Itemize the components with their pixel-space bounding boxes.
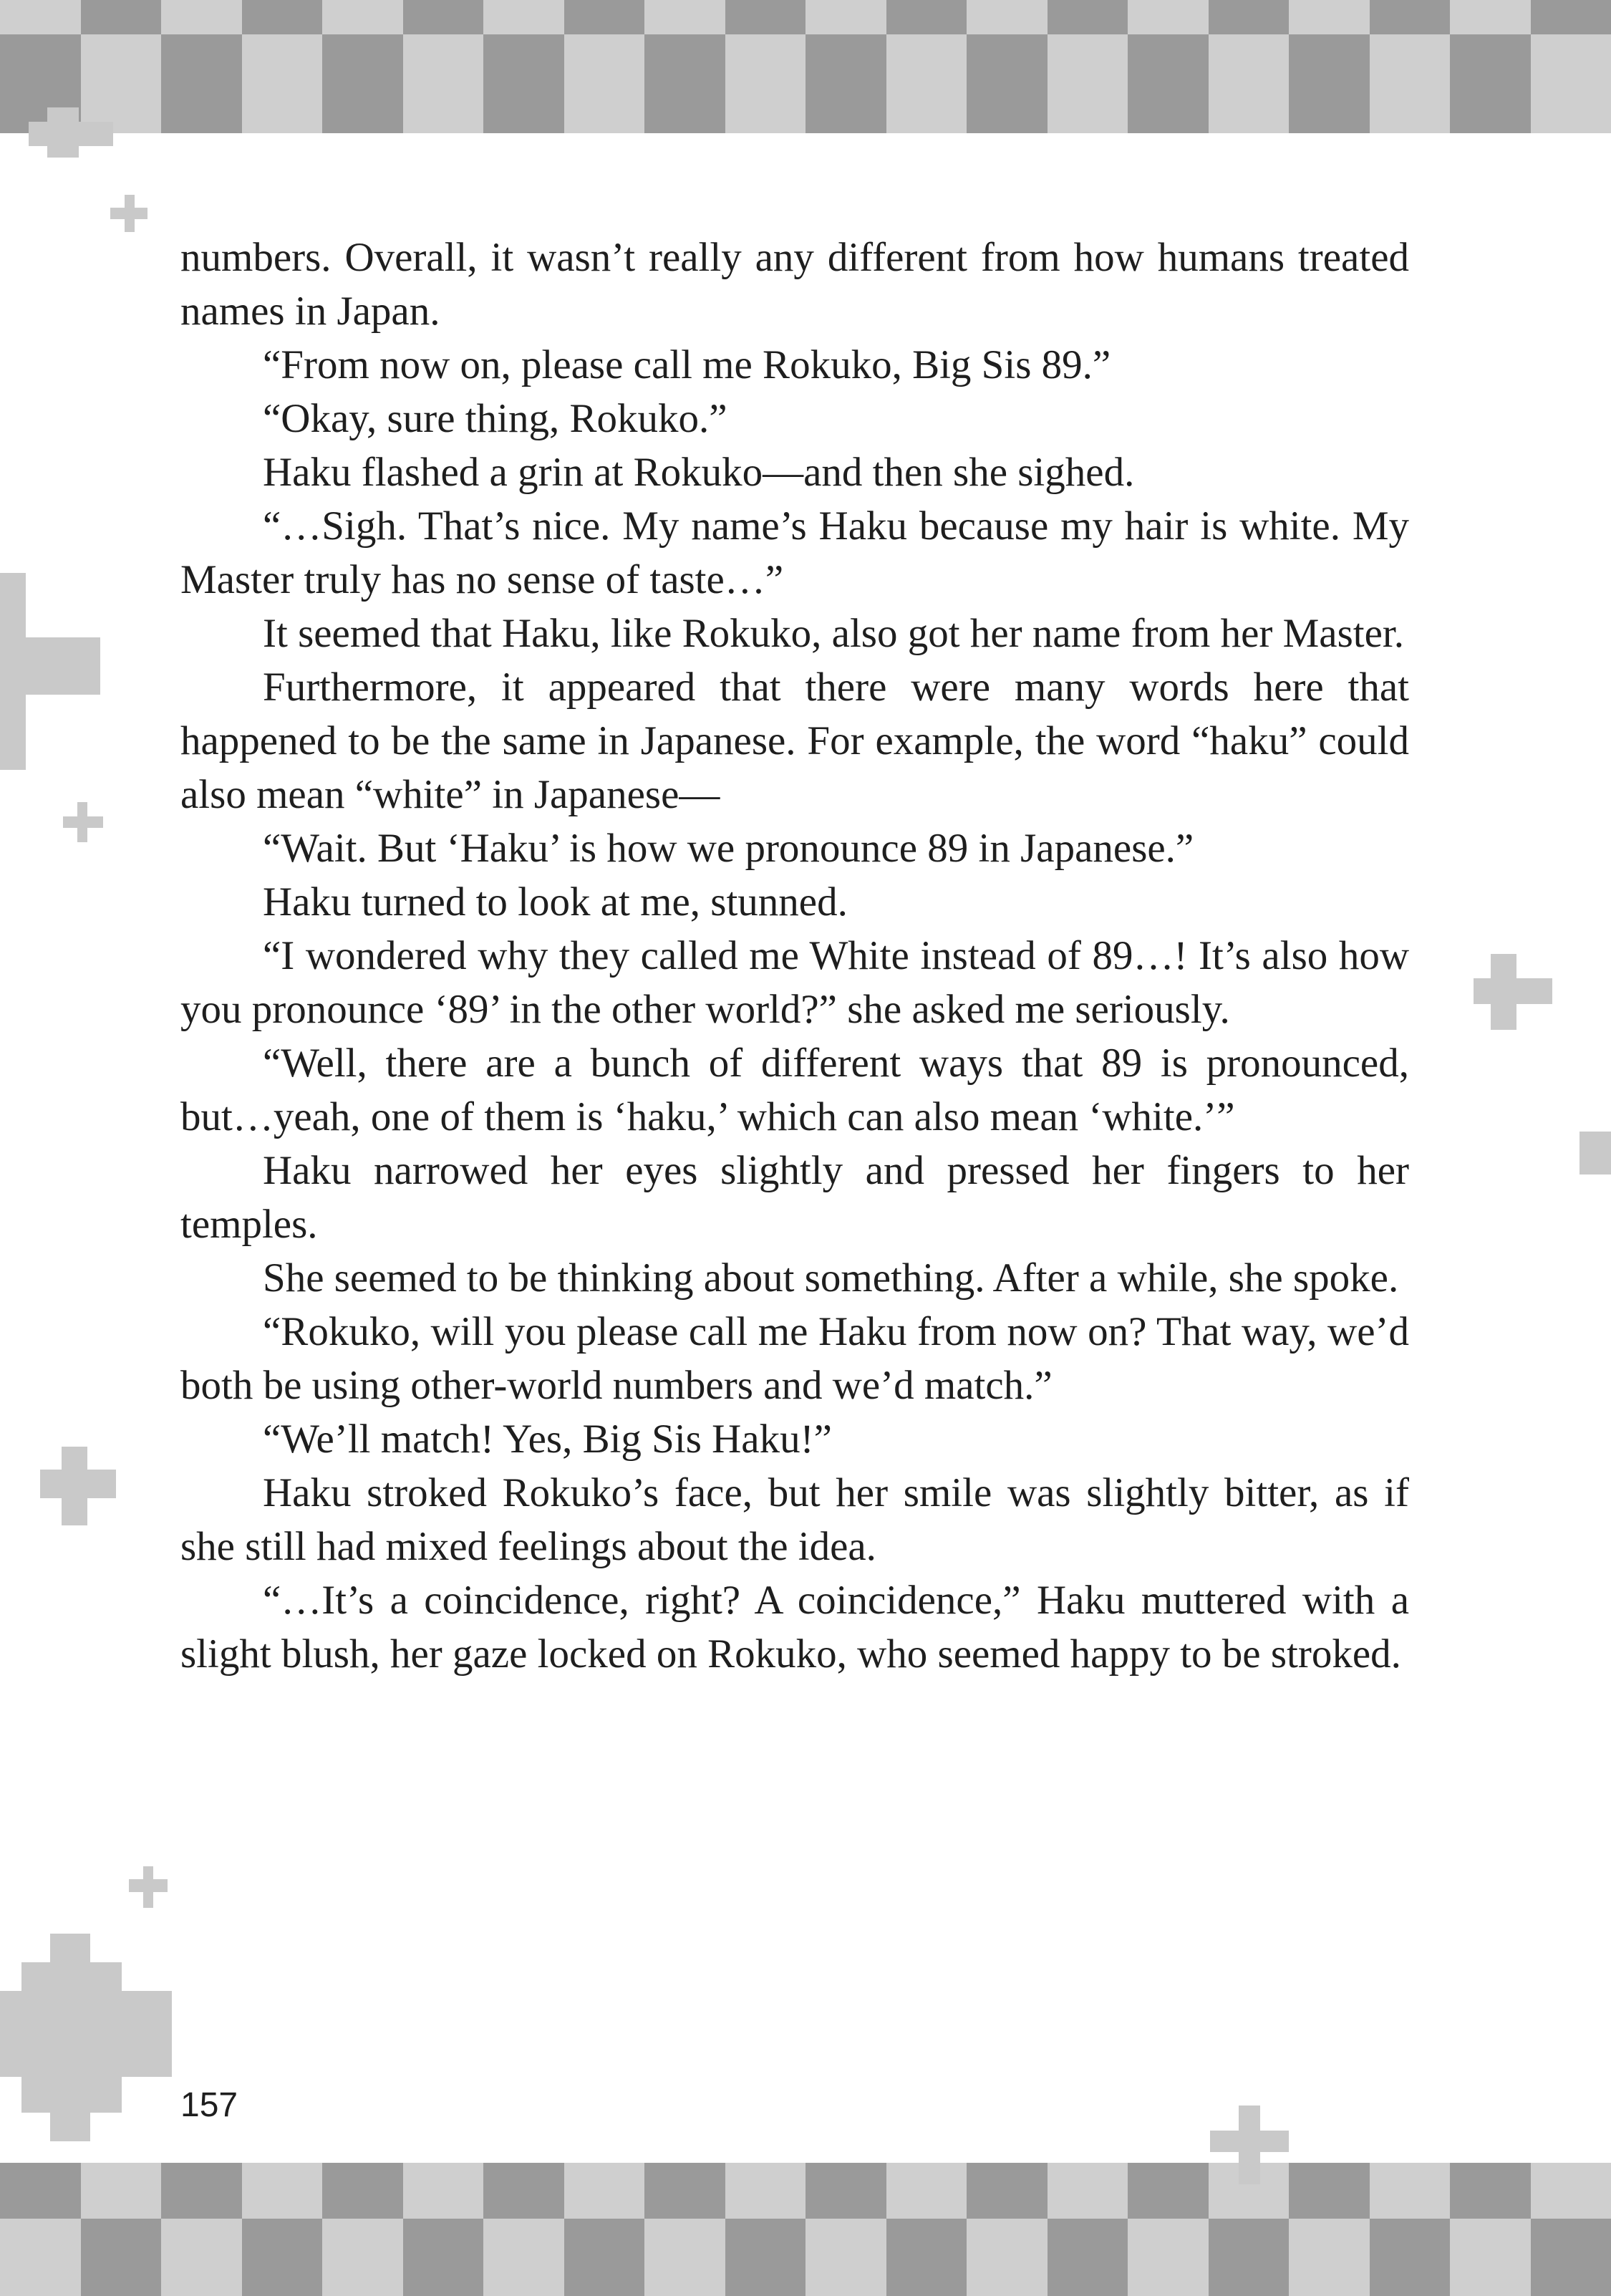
checker-cell [161,0,242,34]
checker-cell [1289,34,1370,133]
checker-cell [81,2219,162,2296]
sparkle-icon [29,122,113,146]
checker-cell [483,2219,564,2296]
checker-cell [1048,34,1128,133]
sparkle-icon [63,816,103,828]
checker-cell [1450,2219,1531,2296]
checker-cell [564,34,645,133]
checker-cell [886,0,967,34]
page-body-text [180,231,1409,1681]
sparkle-icon [1210,2131,1289,2152]
checker-cell [967,2163,1048,2219]
top-checker-band [0,0,1611,133]
paragraph: Furthermore, it appeared that there were many words here that happened to be the same in Japanese. For example, the word “haku” could also mean “white” in Japanese— [180,665,1409,817]
sparkle-icon [1474,978,1552,1004]
checker-cell [1289,0,1370,34]
paragraph: “From now on, please call me Rokuko, Big Sis 89.” [263,342,1111,387]
checker-cell [242,2163,323,2219]
checker-cell [886,2163,967,2219]
checker-cell [1450,2163,1531,2219]
paragraph: Haku turned to look at me, stunned. [263,879,848,925]
checker-cell [1450,0,1531,34]
checker-cell [0,2219,81,2296]
checker-cell [564,2219,645,2296]
checker-cell [1128,34,1209,133]
checker-cell [1048,2219,1128,2296]
checker-cell [1370,34,1451,133]
paragraph: “Okay, sure thing, Rokuko.” [263,396,727,441]
checker-cell [322,0,403,34]
checker-cell [644,0,725,34]
checker-cell [1209,0,1290,34]
checker-cell [403,34,484,133]
checker-cell [1370,2163,1451,2219]
checker-cell [725,2219,806,2296]
checker-cell [81,2163,162,2219]
checker-cell [1531,0,1611,34]
paragraph: Haku narrowed her eyes slightly and pressed her fingers to her temples. [180,1148,1409,1247]
paragraph: “We’ll match! Yes, Big Sis Haku!” [263,1417,832,1462]
checker-cell [81,34,162,133]
sparkle-icon [21,1962,122,2113]
checker-cell [1209,34,1290,133]
paragraph: “…Sigh. That’s nice. My name’s Haku because my hair is white. My Master truly has no sense of taste…” [180,503,1409,602]
checker-cell [161,34,242,133]
checker-cell [806,0,886,34]
checker-cell [242,0,323,34]
checker-cell [403,0,484,34]
checker-cell [725,2163,806,2219]
checker-cell [242,2219,323,2296]
checker-cell [725,34,806,133]
checker-cell [0,2163,81,2219]
sparkle-icon [1579,1132,1611,1174]
checker-cell [806,34,886,133]
checker-cell [886,2219,967,2296]
paragraph: Haku flashed a grin at Rokuko—and then she sighed. [263,450,1135,495]
checker-cell [1370,2219,1451,2296]
paragraph: numbers. Overall, it wasn’t really any different from how humans treated names in Japan. [180,235,1409,334]
checker-cell [1209,2219,1290,2296]
checker-cell [0,0,81,34]
checker-cell [644,2163,725,2219]
paragraph: She seemed to be thinking about something. After a while, she spoke. [263,1255,1399,1301]
checker-cell [1531,2219,1611,2296]
checker-cell [806,2219,886,2296]
checker-cell [1289,2219,1370,2296]
checker-cell [483,0,564,34]
checker-cell [886,34,967,133]
paragraph: Haku stroked Rokuko’s face, but her smile was slightly bitter, as if she still had mixed feelings about the idea. [180,1470,1409,1569]
checker-cell [1289,2163,1370,2219]
page-number: 157 [180,2086,238,2124]
checker-cell [644,2219,725,2296]
paragraph: “Wait. But ‘Haku’ is how we pronounce 89 in Japanese.” [263,826,1194,871]
checker-cell [242,34,323,133]
paragraph: “Rokuko, will you please call me Haku from now on? That way, we’d both be using other-world numbers and we’d match.” [180,1309,1409,1408]
checker-cell [967,34,1048,133]
checker-cell [322,2219,403,2296]
checker-cell [81,0,162,34]
checker-cell [322,2163,403,2219]
paragraph: It seemed that Haku, like Rokuko, also got her name from her Master. [263,611,1404,656]
checker-cell [1370,0,1451,34]
bottom-checker-band [0,2163,1611,2296]
checker-cell [1531,2163,1611,2219]
paragraph: “…It’s a coincidence, right? A coincidence,” Haku muttered with a slight blush, her gaze locked on Rokuko, who seemed happy to be stroked. [180,1578,1409,1677]
checker-cell [1450,34,1531,133]
checker-cell [483,2163,564,2219]
checker-cell [564,0,645,34]
checker-cell [403,2219,484,2296]
sparkle-icon [0,637,100,695]
sparkle-icon [129,1879,168,1892]
checker-cell [1048,2163,1128,2219]
checker-cell [161,2163,242,2219]
paragraph: “Well, there are a bunch of different ways that 89 is pronounced, but…yeah, one of them is ‘haku,’ which can also mean ‘white.’” [180,1041,1409,1139]
paragraph: “I wondered why they called me White instead of 89…! It’s also how you pronounce ‘89’ in the other world?” she asked me seriously. [180,933,1409,1032]
checker-cell [1128,2219,1209,2296]
checker-cell [1128,2163,1209,2219]
checker-cell [1048,0,1128,34]
sparkle-icon [110,208,147,219]
checker-cell [1128,0,1209,34]
checker-cell [967,2219,1048,2296]
checker-cell [322,34,403,133]
checker-cell [806,2163,886,2219]
checker-cell [483,34,564,133]
checker-cell [725,0,806,34]
checker-cell [403,2163,484,2219]
checker-cell [564,2163,645,2219]
checker-cell [1531,34,1611,133]
sparkle-icon [40,1470,116,1498]
checker-cell [161,2219,242,2296]
checker-cell [967,0,1048,34]
checker-cell [644,34,725,133]
